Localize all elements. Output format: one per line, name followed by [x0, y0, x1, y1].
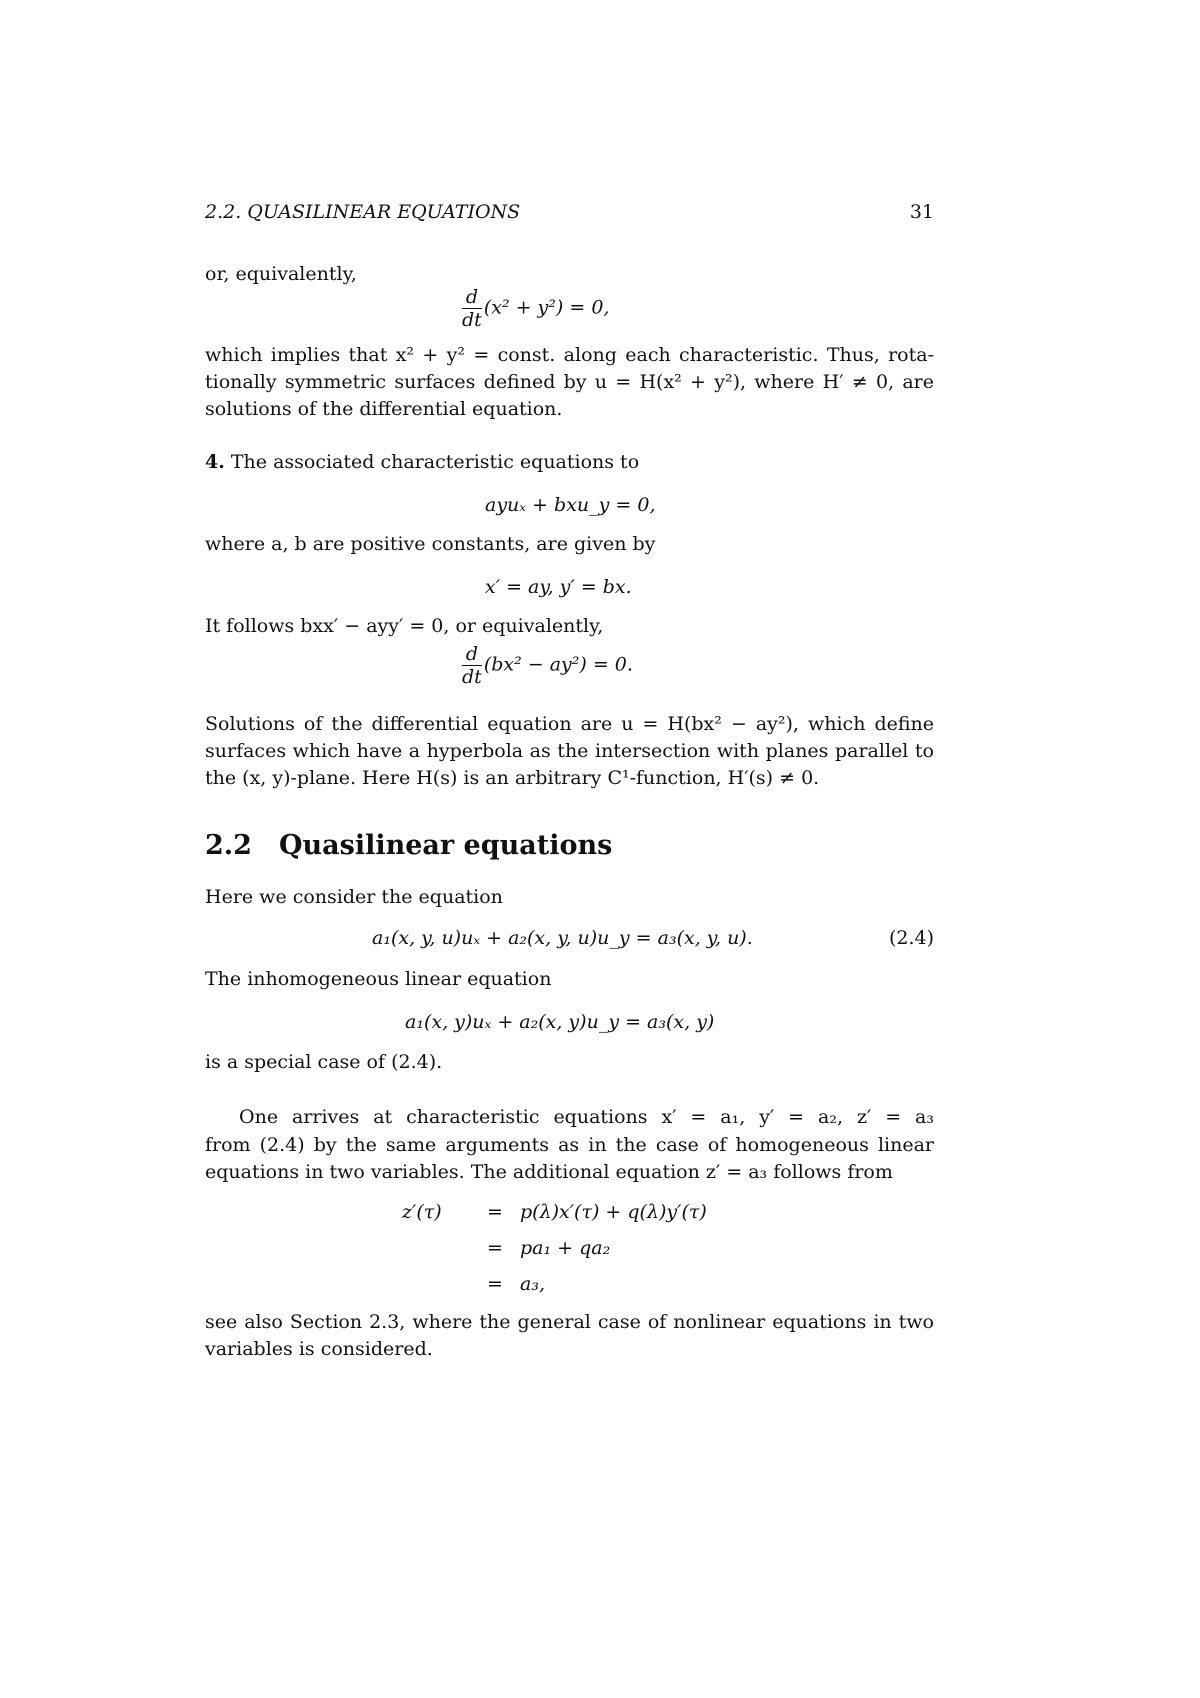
text-line: The inhomogeneous linear equation	[205, 968, 552, 990]
text-line: It follows bxx′ − ayy′ = 0, or equivalently,	[205, 615, 604, 637]
text-line: where a, b are positive constants, are given by	[205, 533, 656, 555]
aligned-lhs: z′(τ)	[402, 1201, 442, 1223]
paragraph-line: variables is considered.	[205, 1338, 433, 1360]
fraction: $\frac{d}{dt}$	[462, 286, 482, 331]
equation-derivative-2: $\frac{d}{dt}$ (bx² − ay²) = 0.	[462, 643, 633, 688]
equation-label: (2.4)	[888, 927, 934, 949]
paragraph-line: One arrives at characteristic equations x′ = a₁, y′ = a₂, z′ = a₃	[239, 1106, 934, 1128]
paragraph-line: Solutions of the differential equation are u = H(bx² − ay²), which define	[205, 713, 934, 735]
aligned-rhs-3: a₃,	[520, 1273, 545, 1295]
equation-homogeneous: ayuₓ + bxu_y = 0,	[485, 494, 656, 516]
example-item-4: 4. The associated characteristic equations to	[205, 451, 640, 473]
paragraph-line: the (x, y)-plane. Here H(s) is an arbitrary C¹-function, H′(s) ≠ 0.	[205, 767, 820, 789]
aligned-equals: =	[487, 1237, 503, 1259]
page-number: 31	[909, 201, 934, 223]
fraction: $\frac{d}{dt}$	[462, 643, 482, 688]
paragraph-line: surfaces which have a hyperbola as the intersection with planes parallel to	[205, 740, 934, 762]
section-number: 2.2	[205, 830, 252, 861]
equation-characteristic: x′ = ay, y′ = bx.	[485, 576, 632, 598]
paragraph-line: tionally symmetric surfaces defined by u = H(x² + y²), where H′ ≠ 0, are	[205, 371, 934, 393]
paragraph-line: see also Section 2.3, where the general case of nonlinear equations in two	[205, 1311, 934, 1333]
text-line: is a special case of (2.4).	[205, 1051, 443, 1073]
equation-derivative-1: $\frac{d}{dt}$ (x² + y²) = 0,	[462, 286, 610, 331]
equation-inhomogeneous: a₁(x, y)uₓ + a₂(x, y)u_y = a₃(x, y)	[405, 1011, 715, 1033]
equation-quasilinear: a₁(x, y, u)uₓ + a₂(x, y, u)u_y = a₃(x, y, u).	[372, 927, 753, 949]
aligned-equals: =	[487, 1273, 503, 1295]
paragraph-line: from (2.4) by the same arguments as in the case of homogeneous linear	[205, 1134, 934, 1156]
text-line: Here we consider the equation	[205, 886, 503, 908]
section-heading	[205, 830, 612, 862]
aligned-rhs-1: p(λ)x′(τ) + q(λ)y′(τ)	[520, 1201, 707, 1223]
paragraph-line: equations in two variables. The additional equation z′ = a₃ follows from	[205, 1161, 893, 1183]
text-line: or, equivalently,	[205, 263, 357, 285]
item-label: 4.	[205, 451, 225, 473]
aligned-equals: =	[487, 1201, 503, 1223]
aligned-rhs-2: pa₁ + qa₂	[520, 1237, 611, 1259]
paragraph-line: which implies that x² + y² = const. along each characteristic. Thus, rota-	[205, 344, 934, 366]
section-title: Quasilinear equations	[279, 830, 613, 861]
running-header: 2.2. QUASILINEAR EQUATIONS	[205, 201, 521, 223]
paragraph-line: solutions of the differential equation.	[205, 398, 563, 420]
